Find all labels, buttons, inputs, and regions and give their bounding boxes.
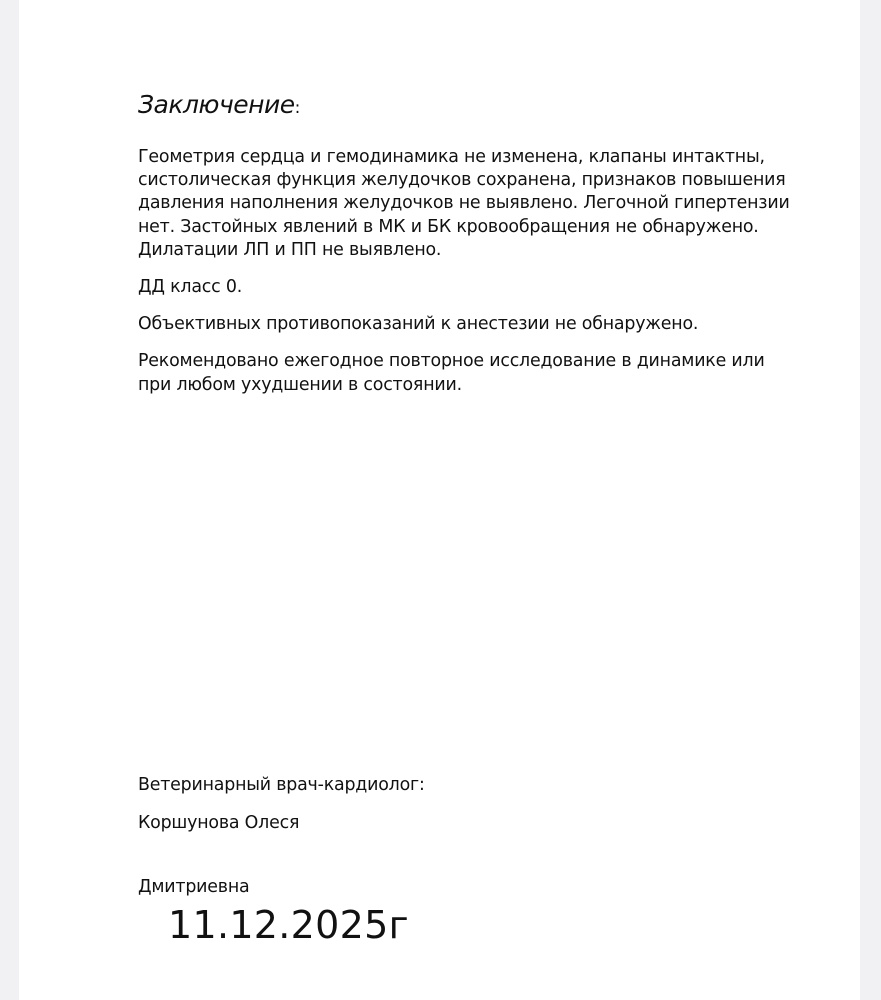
doctor-name-line2: Дмитриевна (138, 877, 250, 897)
conclusion-heading-colon: : (294, 98, 300, 118)
conclusion-heading-text: Заключение (138, 90, 295, 119)
conclusion-paragraph-findings: Геометрия сердца и гемодинамика не изменена, клапаны интактны, систолическая функция желудочков сохранена, признаков повышения давления наполнения желудочков не выявлено. Легочной гипертензии нет. Застойных явлений в МК и БК кровообращения не обнаружено. Дилатации ЛП и ПП не выявлено. (138, 147, 790, 260)
conclusion-heading (138, 88, 798, 125)
conclusion-paragraph-anesthesia: Объективных противопоказаний к анестезии не обнаружено. (138, 314, 699, 335)
conclusion-paragraph-dd-class: ДД класс 0. (138, 277, 243, 298)
signature-date: 11.12.2025г (168, 903, 409, 947)
conclusion-paragraph-recommendation: Рекомендовано ежегодное повторное исследование в динамике или при любом ухудшении в состоянии. (138, 351, 765, 395)
document-page (19, 0, 860, 1000)
doctor-name-line1: Коршунова Олеся (138, 813, 300, 833)
conclusion-section (138, 88, 798, 411)
doctor-role: Ветеринарный врач-кардиолог: (138, 775, 425, 795)
